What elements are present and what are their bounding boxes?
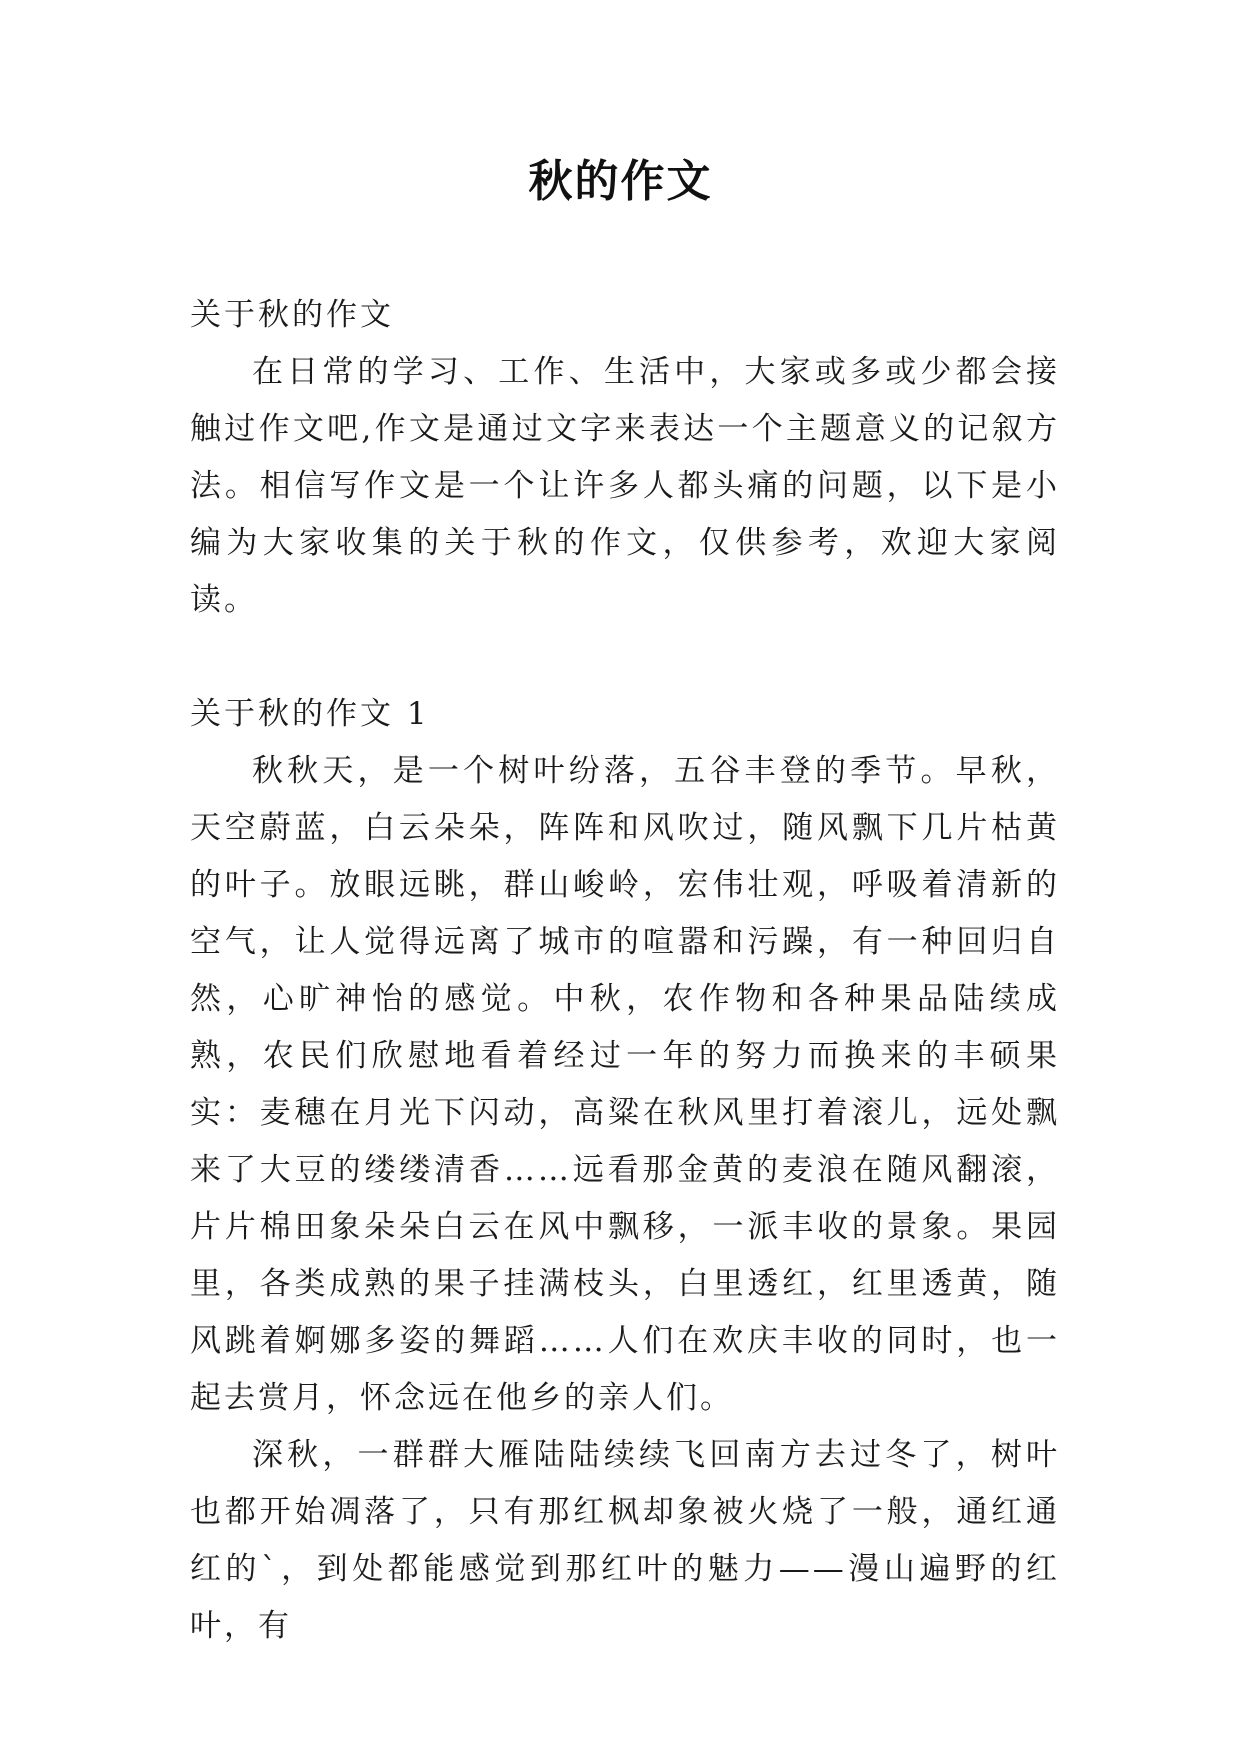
document-title: 秋的作文 bbox=[528, 156, 713, 207]
intro-heading: 关于秋的作文 bbox=[190, 297, 394, 333]
document-body bbox=[190, 287, 1060, 1655]
section1-paragraph-1: 秋秋天，是一个树叶纷落，五谷丰登的季节。早秋，天空蔚蓝，白云朵朵，阵阵和风吹过，随风飘下几片枯黄的叶子。放眼远眺，群山峻岭，宏伟壮观，呼吸着清新的空气，让人觉得远离了城市的喧嚣和污躁，有一种回归自然，心旷神怡的感觉。中秋，农作物和各种果品陆续成熟，农民们欣慰地看着经过一年的努力而换来的丰硕果实：麦穗在月光下闪动，高粱在秋风里打着滚儿，远处飘来了大豆的缕缕清香……远看那金黄的麦浪在随风翻滚，片片棉田象朵朵白云在风中飘移，一派丰收的景象。果园里，各类成熟的果子挂满枝头，白里透红，红里透黄，随风跳着婀娜多姿的舞蹈……人们在欢庆丰收的同时，也一起去赏月，怀念远在他乡的亲人们。 bbox=[190, 753, 1060, 1416]
section1-heading: 关于秋的作文 1 bbox=[190, 696, 430, 732]
section1-paragraph-2: 深秋，一群群大雁陆陆续续飞回南方去过冬了，树叶也都开始凋落了，只有那红枫却象被火烧了一般，通红通红的`，到处都能感觉到那红叶的魅力——漫山遍野的红叶，有 bbox=[190, 1437, 1060, 1644]
intro-paragraph: 在日常的学习、工作、生活中，大家或多或少都会接触过作文吧,作文是通过文字来表达一个主题意义的记叙方法。相信写作文是一个让许多人都头痛的问题，以下是小编为大家收集的关于秋的作文，仅供参考，欢迎大家阅读。 bbox=[190, 354, 1060, 618]
section-spacer bbox=[190, 629, 1060, 686]
